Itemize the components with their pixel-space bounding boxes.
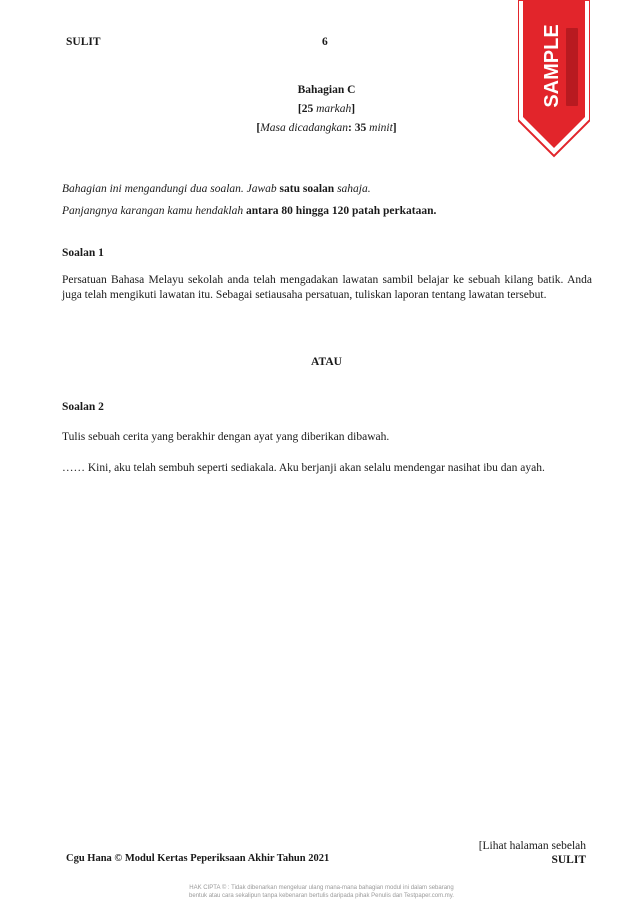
copyright-notice [0,884,643,900]
time-label: Masa dicadangkan [260,122,349,134]
question-2-sentence: …… Kini, aku telah sembuh seperti sediakala. Aku berjanji akan selalu mendengar nasihat ibu dan ayah. [62,462,545,474]
marks-label: markah [316,103,352,115]
header-classification: SULIT [66,36,101,48]
question-1-heading: Soalan 1 [62,247,104,259]
sample-badge-text: SAMPLE [541,24,563,108]
time-value: : 35 [348,122,370,134]
question-2-intro: Tulis sebuah cerita yang berakhir dengan ayat yang diberikan dibawah. [62,431,390,443]
section-time [0,122,643,134]
copyright-line-2: bentuk atau cara sekalipun tanpa kebenaran bertulis daripada pihak Penulis dan Testpaper.com.my. [189,893,454,899]
sample-ribbon-icon [518,0,590,158]
sample-badge [518,0,590,158]
separator-atau: ATAU [311,356,342,368]
marks-close: ] [351,103,356,115]
instruction-line-1 [62,183,371,195]
footer-classification: SULIT [551,854,586,866]
instruction-line-2 [62,205,436,217]
page-number: 6 [322,36,328,48]
instruction-text: Bahagian ini mengandungi dua soalan. Jawab [62,183,280,195]
time-close: ] [392,122,397,134]
marks-open: [25 [297,103,317,115]
time-unit: minit [369,122,393,134]
time-open: [ [256,122,261,134]
instruction-emphasis: antara 80 hingga 120 patah perkataan. [245,205,437,217]
instruction-emphasis: satu soalan [279,183,335,195]
question-2-heading: Soalan 2 [62,401,104,413]
footer-next-page: [Lihat halaman sebelah [478,840,586,852]
question-1-body: Persatuan Bahasa Melayu sekolah anda telah mengadakan lawatan sambil belajar ke sebuah kilang batik. Anda juga telah mengikuti lawatan itu. Sebagai setiausaha persatuan, tuliskan laporan tentang lawatan tersebut. [62,274,592,301]
instruction-text: sahaja. [334,183,371,195]
section-marks [0,103,643,115]
copyright-line-1: HAK CIPTA © : Tidak dibenarkan mengeluar ulang mana-mana bahagian modul ini dalam sebarang [189,885,454,891]
instruction-text: Panjangnya karangan kamu hendaklah [62,205,246,217]
section-title: Bahagian C [297,84,356,96]
footer-credit: Cgu Hana © Modul Kertas Peperiksaan Akhir Tahun 2021 [66,853,330,864]
